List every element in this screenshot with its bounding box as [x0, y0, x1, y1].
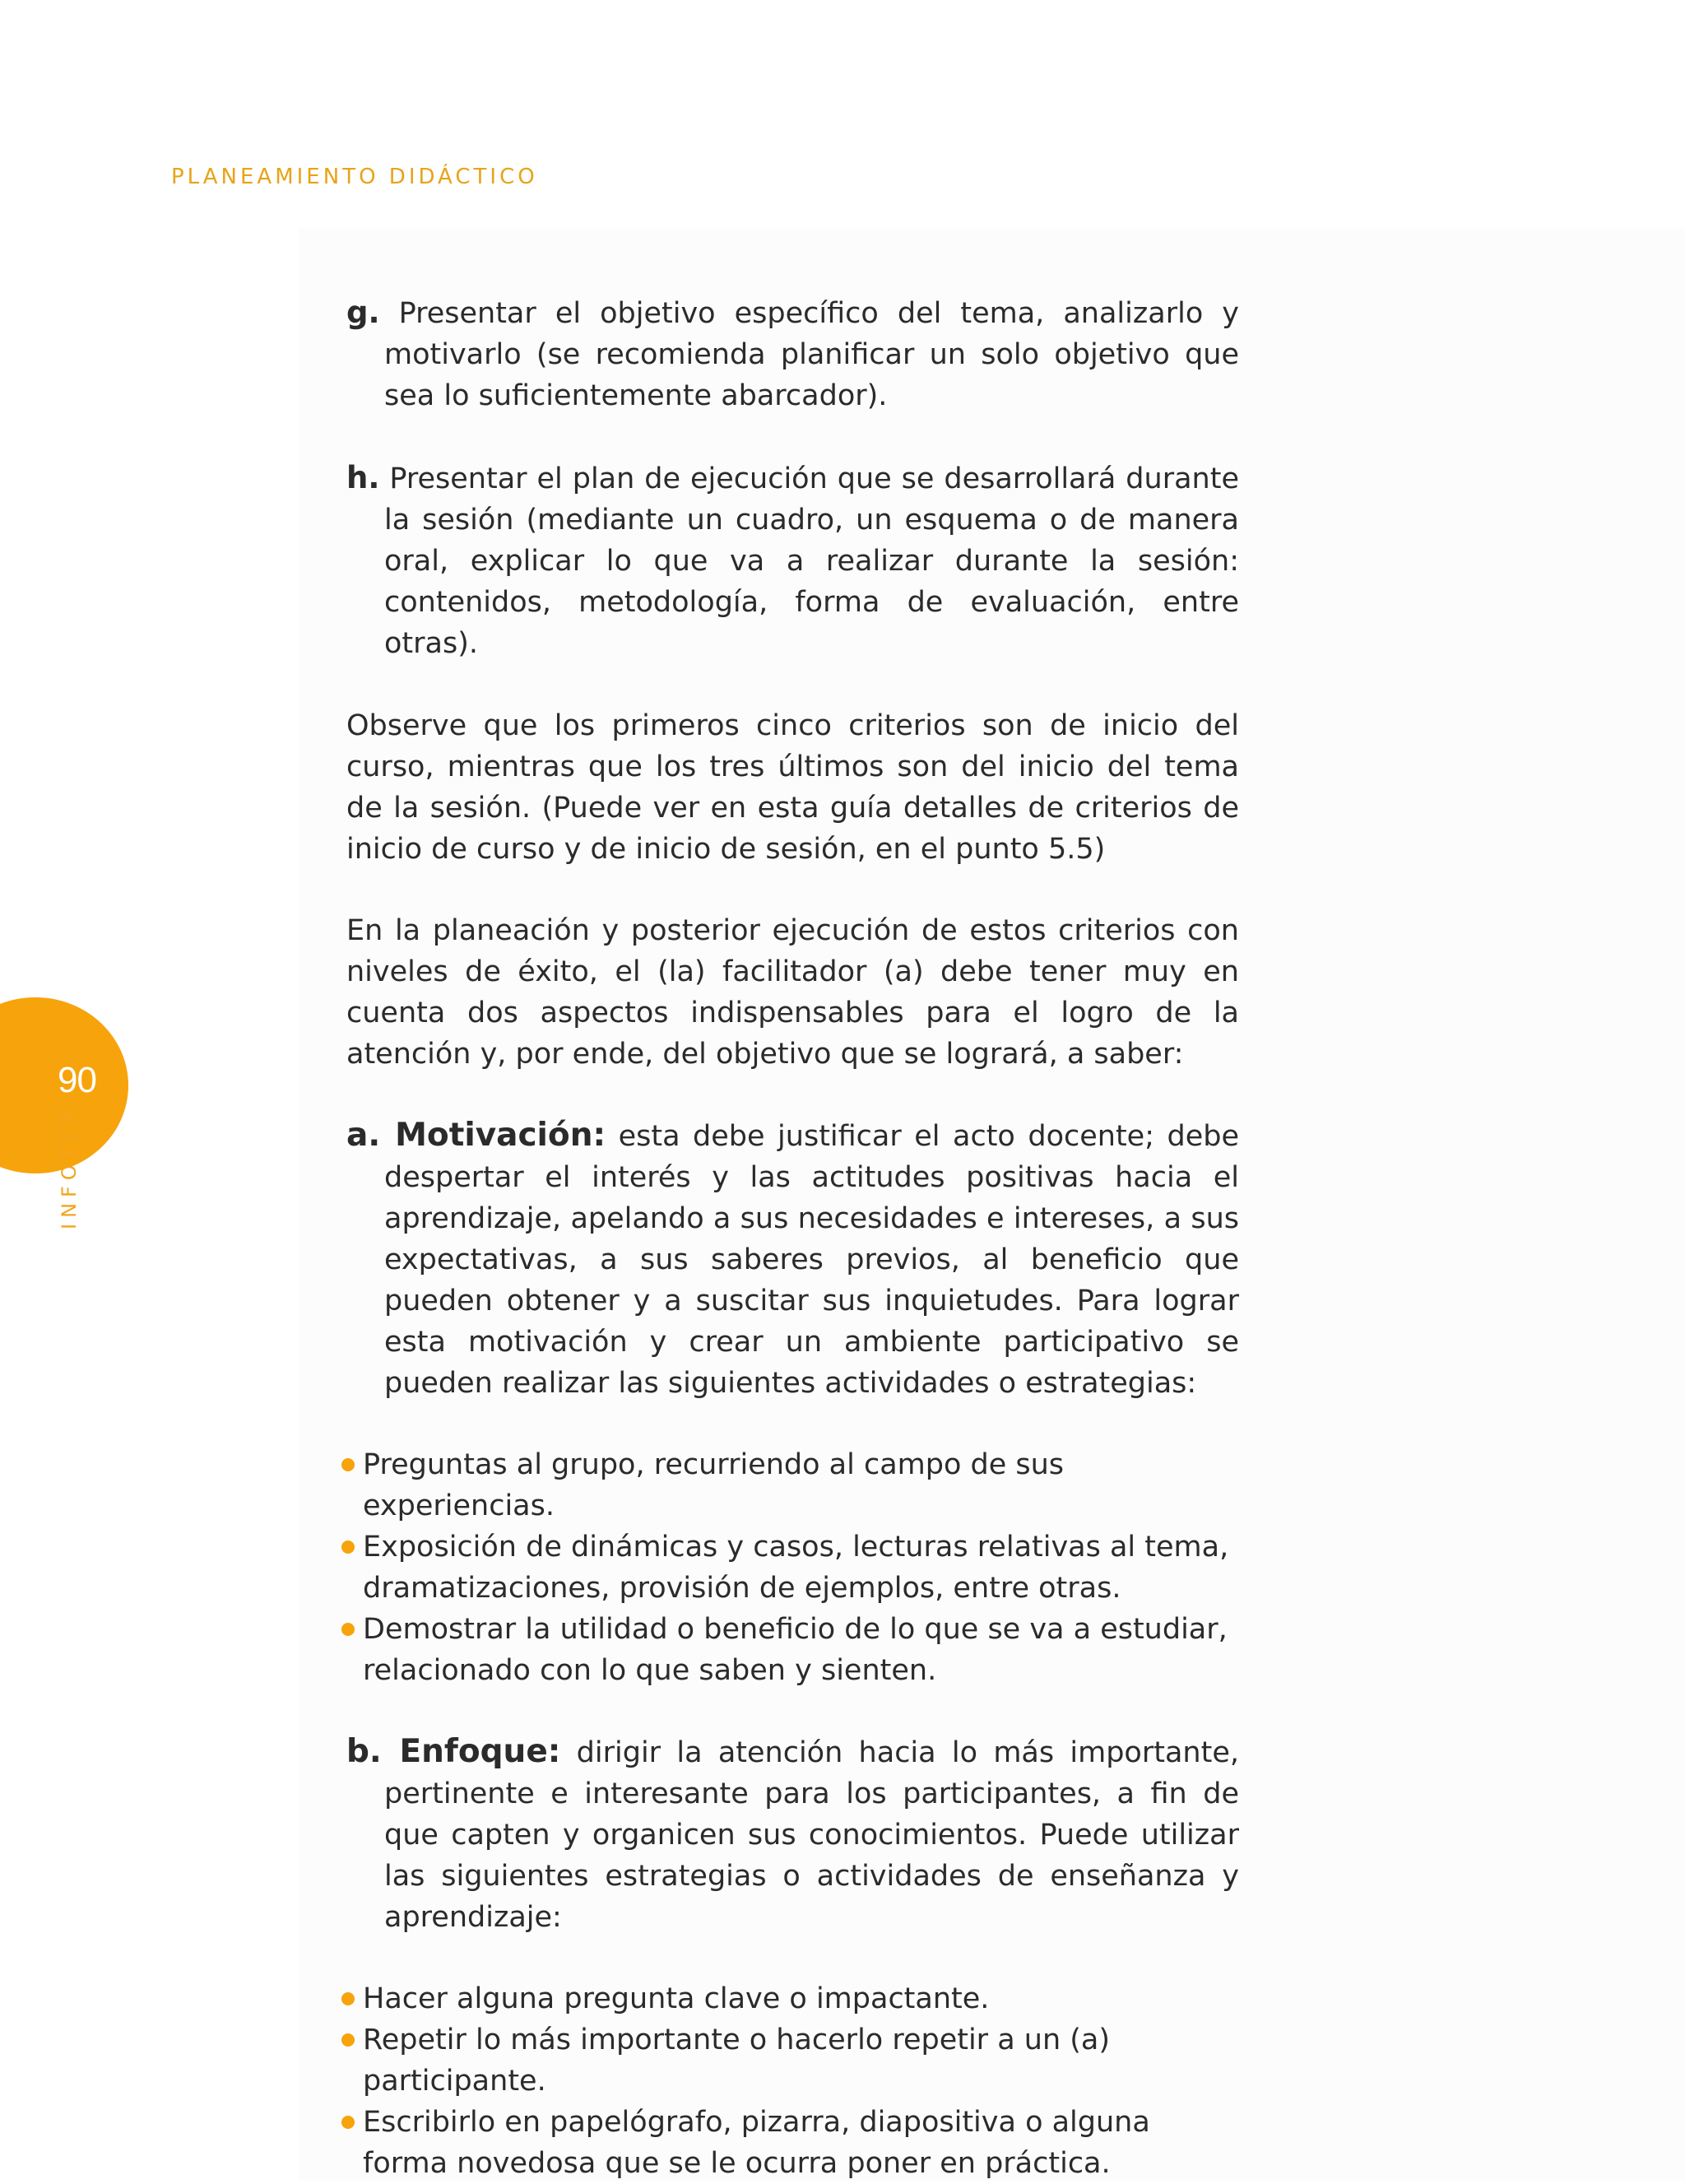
- bullet-text: Escribirlo en papelógrafo, pizarra, diapositiva o alguna forma novedosa que se le ocurra poner en práctica.: [363, 2106, 1150, 2180]
- list-item-h: [346, 458, 1239, 664]
- item-label: b. Enfoque:: [346, 1733, 561, 1770]
- bullet-icon: [341, 2116, 355, 2129]
- item-text: dirigir la atención hacia lo más importante, pertinente e interesante para los participantes, a fin de que capten y organicen sus conocimientos. Puede utilizar las siguientes estrategias o actividades de enseñanza y aprendizaje:: [384, 1736, 1239, 1934]
- item-text: Presentar el objetivo específico del tema, analizarlo y motivarlo (se recomienda planificar un solo objetivo que sea lo suficientemente abarcador).: [384, 297, 1239, 412]
- side-brand-label: INFOTEP: [58, 1104, 81, 1229]
- bullet-list-b: [341, 1978, 1234, 2184]
- item-label: h.: [346, 460, 380, 495]
- list-item-a: [346, 1115, 1239, 1404]
- item-text: esta debe justificar el acto docente; debe despertar el interés y las actitudes positivas hacia el aprendizaje, apelando a sus necesidades e intereses, a sus expectativas, a sus saberes previos, al beneficio que pueden obtener y a suscitar sus inquietudes. Para lograr esta motivación y crear un ambiente participativo se pueden realizar las siguientes actividades o estrategias:: [384, 1120, 1239, 1400]
- bullet-text: Repetir lo más importante o hacerlo repetir a un (a) participante.: [363, 2024, 1111, 2098]
- bullet-icon: [341, 1992, 355, 2005]
- bullet-icon: [341, 1623, 355, 1636]
- list-item: [363, 1609, 1234, 1691]
- bullet-icon: [341, 1458, 355, 1471]
- list-item-g: [346, 292, 1239, 416]
- bullet-text: Exposición de dinámicas y casos, lecturas relativas al tema, dramatizaciones, provisión de ejemplos, entre otras.: [363, 1531, 1229, 1605]
- page-number: 90: [58, 1060, 96, 1100]
- bullet-text: Hacer alguna pregunta clave o impactante.: [363, 1982, 990, 2015]
- list-item: [363, 1444, 1234, 1526]
- list-item: [363, 2102, 1234, 2184]
- list-item: [363, 1526, 1234, 1609]
- bullet-icon: [341, 1540, 355, 1554]
- bullet-icon: [341, 2033, 355, 2047]
- body-text: [346, 292, 1239, 2184]
- bullet-text: Demostrar la utilidad o beneficio de lo que se va a estudiar, relacionado con lo que saben y sienten.: [363, 1613, 1228, 1687]
- item-text: Presentar el plan de ejecución que se desarrollará durante la sesión (mediante un cuadro, un esquema o de manera oral, explicar lo que va a realizar durante la sesión: contenidos, metodología, forma de evaluación, entre otras).: [384, 462, 1239, 660]
- list-item: [363, 1978, 1234, 2019]
- item-label: a. Motivación:: [346, 1117, 606, 1154]
- running-header: PLANEAMIENTO DIDÁCTICO: [171, 165, 538, 189]
- item-label: g.: [346, 295, 380, 330]
- paragraph: Observe que los primeros cinco criterios son de inicio del curso, mientras que los tres últimos son del inicio del tema de la sesión. (Puede ver en esta guía detalles de criterios de inicio de curso y de inicio de sesión, en el punto 5.5): [346, 709, 1239, 866]
- paragraph: En la planeación y posterior ejecución de estos criterios con niveles de éxito, el (la) facilitador (a) debe tener muy en cuenta dos aspectos indispensables para el logro de la atención y, por ende, del objetivo que se logrará, a saber:: [346, 914, 1239, 1071]
- bullet-list-a: [341, 1444, 1234, 1691]
- list-item: [363, 2019, 1234, 2102]
- bullet-text: Preguntas al grupo, recurriendo al campo de sus experiencias.: [363, 1448, 1065, 1522]
- list-item-b: [346, 1731, 1239, 1938]
